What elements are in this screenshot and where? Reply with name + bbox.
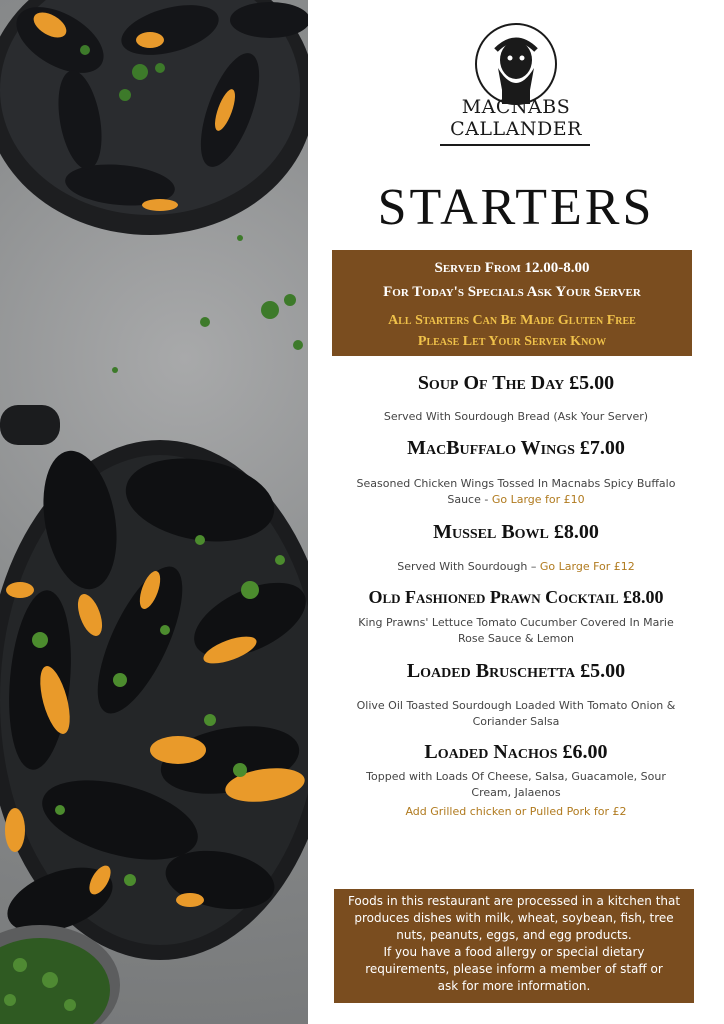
served-info-box [332,250,692,356]
allergy-line: requirements, please inform a member of staff or [365,962,663,976]
allergy-notice [334,889,694,1003]
brand-divider [440,144,590,146]
brand-name-line1: MACNABS [461,96,571,118]
specials-note: For Today's Specials Ask Your Server [383,284,641,300]
menu-item-desc-text: Olive Oil Toasted Sourdough Loaded With Tomato Onion & Coriander Salsa [356,699,676,728]
menu-panel [308,0,724,1024]
menu-item-desc-text: Seasoned Chicken Wings Tossed In Macnabs Spicy Buffalo Sauce - [356,477,676,506]
section-title: STARTERS [377,179,655,236]
menu-item-desc [348,615,684,647]
allergy-line: Foods in this restaurant are processed in a kitchen that [347,894,681,908]
mussels-illustration [0,0,308,1024]
brand-name [308,96,724,140]
gluten-free-note-2: Please Let Your Server Know [417,334,607,349]
menu-item-name: Mussel Bowl £8.00 [433,521,599,543]
menu-item-desc [348,476,684,508]
menu-item-desc-text: Topped with Loads Of Cheese, Salsa, Guacamole, Sour Cream, Jalaenos [366,770,666,799]
allergy-line: ask for more information. [437,979,591,993]
menu-item-name: MacBuffalo Wings £7.00 [407,437,625,459]
menu-item-desc [348,409,684,425]
gluten-free-note: All Starters Can Be Made Gluten Free [388,313,636,328]
brand-name-line2: CALLANDER [450,118,582,140]
menu-item-desc-text: Served With Sourdough Bread (Ask Your Server) [383,410,649,423]
allergy-line: nuts, peanuts, eggs, and egg products. [396,928,632,942]
menu-item-desc-text: King Prawns' Lettuce Tomato Cucumber Covered In Marie Rose Sauce & Lemon [358,616,674,645]
menu-item-name: Soup Of The Day £5.00 [417,372,615,394]
menu-item-desc [348,769,684,801]
allergy-line: produces dishes with milk, wheat, soybean, fish, tree [354,911,674,925]
menu-item-desc [348,698,684,730]
menu-item-desc-text: Served With Sourdough – [397,560,540,573]
served-hours: Served From 12.00-8.00 [434,260,590,276]
allergy-line: If you have a food allergy or special dietary [383,945,645,959]
menu-item-name: Loaded Bruschetta £5.00 [406,660,626,682]
menu-item-upsell: Add Grilled chicken or Pulled Pork for £2 [405,805,627,818]
mussels-photo [0,0,308,1024]
menu-item-name: Old Fashioned Prawn Cocktail £8.00 [368,587,664,607]
menu-item-desc [348,559,684,575]
menu-item-name: Loaded Nachos £6.00 [424,741,608,763]
menu-item-upsell: Go Large For £12 [539,560,635,573]
menu-item-upsell: Go Large for £10 [491,493,585,506]
